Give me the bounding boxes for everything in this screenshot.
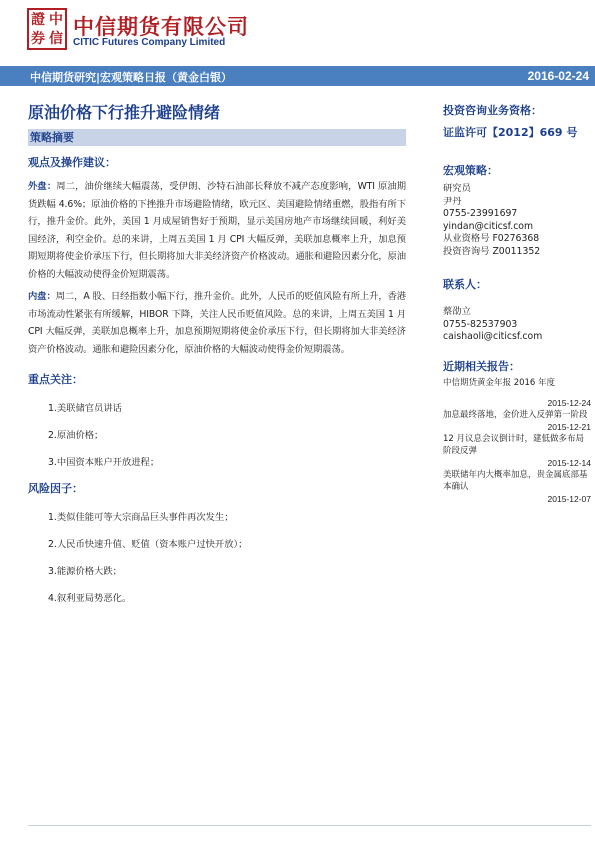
company-seal-logo: [27, 8, 67, 50]
report-date-item: 2015-12-07: [547, 493, 591, 504]
main-content: [28, 100, 406, 604]
analyst-name: 尹丹: [443, 195, 462, 207]
license-number: 证监许可【2012】669 号: [443, 126, 578, 139]
report-series-label: 中信期货研究|宏观策略日报（黄金白银）: [30, 71, 233, 84]
analyst-cert-1: 从业资格号 F0276368: [443, 233, 540, 244]
domestic-text: 周二，A 股、日经指数小幅下行，推升金价。此外，人民币的贬值风险有所上升，香港市场流动性紧张有所缓解，HIBOR 下降，关注人民币贬值风险。总的来讲，上周五美国 1 月 CPI 大幅反弹，美联加息概率上升，加息预期短期将使金价承压下行，但长期将加大非美经济资产价格波动。通胀和避险因素分化，原油价格的大幅波动使得金价短期震荡。: [28, 291, 406, 355]
focus-item: 2.原油价格；: [48, 430, 104, 441]
reports-heading: 近期相关报告：: [443, 359, 520, 373]
risk-item: 3.能源价格大跌；: [48, 566, 122, 577]
seal-char: 信: [49, 30, 63, 47]
report-series-bar: [0, 66, 595, 86]
overseas-paragraph: [28, 178, 406, 283]
risk-item: 1.类似佳能可等大宗商品巨头事件再次发生；: [48, 512, 234, 523]
overseas-text: 周二，油价继续大幅震荡，受伊朗、沙特石油部长释放不减产态度影响，WTI 原油期货跌幅 4.6%；原油价格的下挫推升市场避险情绪，欧元区、美国避险情绪重燃，股指有所下行，推升金价。此外，美国 1 月成屋销售好于预期，显示美国房地产市场继续回暖，利好美国经济，利空金价。总的来讲，上周五美国 1 月 CPI 大幅反弹，美联加息概率上升，加息预期短期将使金价承压下行，但长期将加大非美经济资产价格波动。通胀和避险因素分化，原油价格的大幅波动使得金价短期震荡。: [28, 181, 406, 280]
domestic-lead: 内盘：: [28, 291, 56, 302]
analyst-info: [443, 183, 591, 258]
risk-item: 4.叙利亚局势恶化。: [48, 593, 132, 604]
focus-heading: 重点关注：: [28, 373, 83, 386]
analyst-role: 研究员: [443, 183, 471, 194]
sidebar: [443, 100, 591, 505]
contact-heading: 联系人：: [443, 278, 487, 291]
contact-email[interactable]: caishaoli@citicsf.com: [443, 331, 543, 342]
analyst-email[interactable]: yindan@citicsf.com: [443, 220, 534, 232]
license-heading: 投资咨询业务资格：: [443, 104, 542, 117]
contact-info: [443, 306, 591, 344]
analyst-phone: 0755-23991697: [443, 208, 518, 219]
report-title: 原油价格下行推升避险情绪: [28, 103, 221, 122]
seal-char: 證: [31, 11, 45, 28]
overseas-lead: 外盘：: [28, 181, 57, 192]
report-date-item: 2015-12-24: [547, 397, 591, 408]
contact-name: 蔡劭立: [443, 306, 471, 317]
report-title-item[interactable]: 美联储年内大概率加息，贵金属底部基本确认: [443, 469, 588, 492]
contact-phone: 0755-82537903: [443, 318, 518, 330]
company-name-en: CITIC Futures Company Limited: [73, 37, 226, 48]
report-title-item[interactable]: 12 月议息会议倒计时，建低做多布局阶段反弹: [443, 433, 585, 456]
viewpoint-heading: 观点及操作建议：: [28, 156, 116, 169]
report-title-item[interactable]: 中信期货黄金年报 2016 年度: [443, 377, 556, 388]
analyst-cert-2: 投资咨询号 Z0011352: [443, 245, 541, 257]
seal-char: 券: [31, 30, 45, 47]
strategy-heading: 宏观策略：: [443, 164, 498, 177]
focus-item: 3.中国资本账户开放进程；: [48, 457, 160, 468]
summary-label: 策略摘要: [28, 129, 406, 146]
domestic-paragraph: [28, 288, 406, 358]
risk-heading: 风险因子：: [28, 482, 83, 495]
report-date-item: 2015-12-14: [547, 457, 591, 468]
seal-char: 中: [49, 11, 63, 28]
report-date: 2016-02-24: [527, 69, 589, 83]
report-date-item: 2015-12-21: [547, 421, 591, 432]
report-title-item[interactable]: 加息最终落地，金价进入反弹第一阶段: [443, 409, 588, 420]
page-header: [0, 0, 595, 60]
focus-item: 1.美联储官员讲话: [48, 403, 122, 414]
footer-divider: [28, 825, 591, 826]
risk-item: 2.人民币快速升值、贬值（资本账户过快开放）；: [48, 539, 248, 550]
related-reports-list: [443, 377, 591, 505]
company-name-cn: 中信期货有限公司: [73, 15, 249, 39]
